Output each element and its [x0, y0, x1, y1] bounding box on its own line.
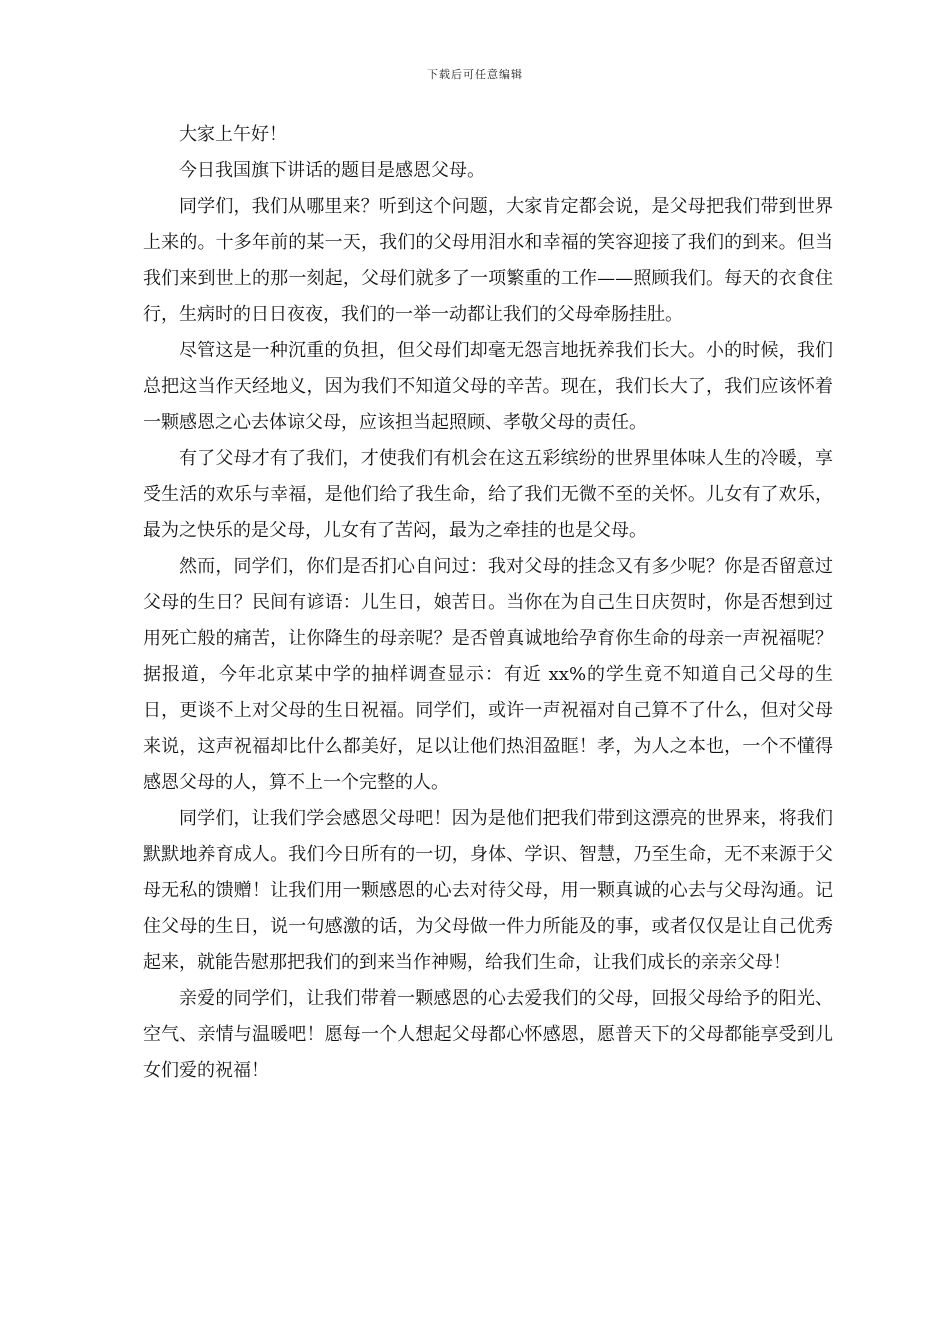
paragraph: 尽管这是一种沉重的负担，但父母们却毫无怨言地抚养我们长大。小的时候，我们总把这当作天经地义，因为我们不知道父母的辛苦。现在，我们长大了，我们应该怀着一颗感恩之心去体谅父母，应该担当起照顾、孝敬父母的责任。 [143, 340, 833, 433]
paragraph: 同学们，让我们学会感恩父母吧！因为是他们把我们带到这漂亮的世界来，将我们默默地养育成人。我们今日所有的一切，身体、学识、智慧，乃至生命，无不来源于父母无私的馈赠！让我们用一颗感恩的心去对待父母，用一颗真诚的心去与父母沟通。记住父母的生日，说一句感激的话，为父母做一件力所能及的事，或者仅仅是让自己优秀起来，就能告慰那把我们的到来当作神赐，给我们生命，让我们成长的亲亲父母！ [143, 808, 833, 973]
paragraph: 亲爱的同学们，让我们带着一颗感恩的心去爱我们的父母，回报父母给予的阳光、空气、亲情与温暖吧！愿每一个人想起父母都心怀感恩，愿普天下的父母都能享受到儿女们爱的祝福！ [143, 988, 833, 1081]
paragraph: 有了父母才有了我们，才使我们有机会在这五彩缤纷的世界里体味人生的冷暖，享受生活的欢乐与幸福，是他们给了我生命，给了我们无微不至的关怀。儿女有了欢乐，最为之快乐的是父母，儿女有了苦闷，最为之牵挂的也是父母。 [143, 448, 833, 541]
document-body [143, 117, 833, 1089]
paragraph-greeting: 大家上午好！ [179, 124, 287, 145]
paragraph: 同学们，我们从哪里来？听到这个问题，大家肯定都会说，是父母把我们带到世界上来的。十多年前的某一天，我们的父母用泪水和幸福的笑容迎接了我们的到来。但当我们来到世上的那一刻起，父母们就多了一项繁重的工作——照顾我们。每天的衣食住行，生病时的日日夜夜，我们的一举一动都让我们的父母牵肠挂肚。 [143, 196, 833, 325]
paragraph: 然而，同学们，你们是否扪心自问过：我对父母的挂念又有多少呢？你是否留意过父母的生日？民间有谚语：儿生日，娘苦日。当你在为自己生日庆贺时，你是否想到过用死亡般的痛苦，让你降生的母亲呢？是否曾真诚地给孕育你生命的母亲一声祝福呢？据报道，今年北京某中学的抽样调查显示：有近 xx%的学生竟不知道自己父母的生日，更谈不上对父母的生日祝福。同学们，或许一声祝福对自己算不了什么，但对父母来说，这声祝福却比什么都美好，足以让他们热泪盈眶！孝，为人之本也，一个不懂得感恩父母的人，算不上一个完整的人。 [143, 556, 833, 793]
page-header: 下载后可任意编辑 [427, 68, 523, 81]
paragraph-topic: 今日我国旗下讲话的题目是感恩父母。 [179, 160, 485, 181]
